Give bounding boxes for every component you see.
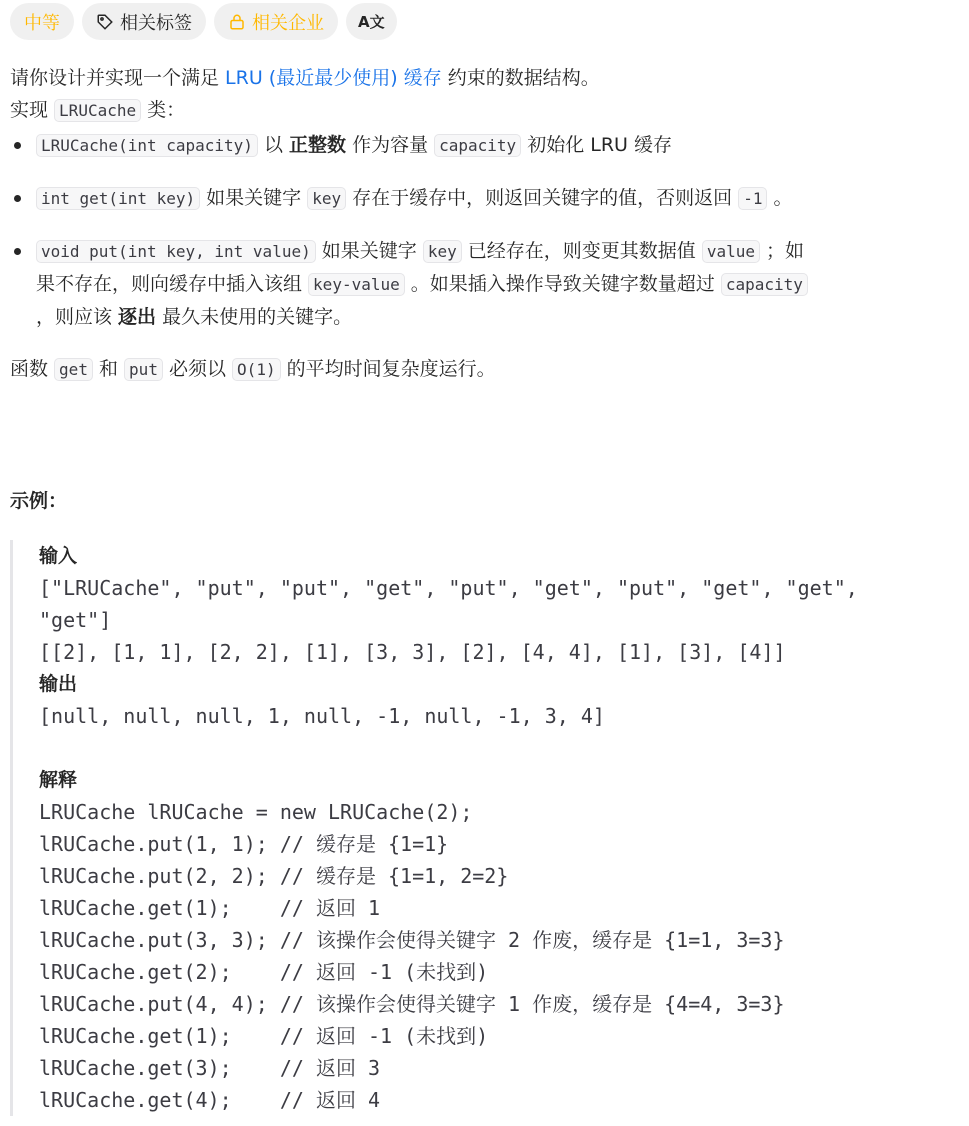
value-code: value bbox=[702, 240, 760, 263]
key-value-code: key-value bbox=[308, 273, 405, 296]
list-item bbox=[10, 129, 955, 162]
explain-line: lRUCache.get(2); // 返回 -1 (未找到) bbox=[39, 960, 489, 984]
text: 的平均时间复杂度运行。 bbox=[280, 358, 496, 380]
example-heading: 示例： bbox=[10, 490, 68, 512]
put-code: put bbox=[124, 358, 163, 381]
text: 。 bbox=[767, 187, 793, 209]
text: 必须以 bbox=[162, 358, 233, 380]
text: 初始化 LRU 缓存 bbox=[521, 134, 673, 156]
text: 函数 bbox=[10, 358, 55, 380]
lock-icon bbox=[228, 13, 246, 31]
method-list bbox=[10, 129, 955, 333]
lru-link[interactable]: LRU (最近最少使用) 缓存 bbox=[225, 67, 442, 89]
explain-line: lRUCache.get(1); // 返回 1 bbox=[39, 896, 381, 920]
spacer bbox=[39, 732, 960, 764]
text: ，则应该 bbox=[36, 306, 119, 328]
implement-text: 实现 bbox=[10, 99, 55, 121]
text: 最久未使用的关键字。 bbox=[156, 306, 353, 328]
tag-bar bbox=[10, 3, 397, 40]
key-code: key bbox=[423, 240, 462, 263]
text: 如果关键字 bbox=[200, 187, 308, 209]
text: 和 bbox=[92, 358, 125, 380]
text: 。如果插入操作导致关键字数量超过 bbox=[404, 273, 721, 295]
get-code: get bbox=[54, 358, 93, 381]
class-name-code: LRUCache bbox=[54, 99, 141, 122]
explain-line: lRUCache.get(4); // 返回 4 bbox=[39, 1088, 381, 1112]
example-block bbox=[10, 540, 960, 1116]
list-item bbox=[10, 235, 955, 333]
bold-text: 逐出 bbox=[118, 306, 157, 328]
input-line: ["LRUCache", "put", "put", "get", "put", "get", "put", "get", "get", bbox=[39, 576, 858, 600]
intro-text-end: 约束的数据结构。 bbox=[441, 67, 600, 89]
tag-icon bbox=[96, 13, 114, 31]
capacity-code: capacity bbox=[721, 273, 808, 296]
related-tags-button[interactable] bbox=[82, 3, 206, 40]
output-label: 输出 bbox=[39, 673, 78, 695]
explain-line: lRUCache.put(2, 2); // 缓存是 {1=1, 2=2} bbox=[39, 864, 509, 888]
capacity-code: capacity bbox=[434, 134, 521, 157]
problem-description bbox=[10, 62, 955, 386]
text: 果不存在，则向缓存中插入该组 bbox=[36, 273, 309, 295]
translate-button[interactable] bbox=[346, 3, 397, 40]
complexity-code: O(1) bbox=[232, 358, 281, 381]
difficulty-label: 中等 bbox=[24, 12, 60, 34]
input-label: 输入 bbox=[39, 545, 78, 567]
minus-one-code: -1 bbox=[738, 187, 767, 210]
constructor-code: LRUCache(int capacity) bbox=[36, 134, 258, 157]
output-line: [null, null, null, 1, null, -1, null, -1, 3, 4] bbox=[39, 704, 605, 728]
explain-line: lRUCache.put(3, 3); // 该操作会使得关键字 2 作废，缓存是 {1=1, 3=3} bbox=[39, 928, 785, 952]
related-companies-button[interactable] bbox=[214, 3, 338, 40]
explain-line: lRUCache.put(4, 4); // 该操作会使得关键字 1 作废，缓存是 {4=4, 3=3} bbox=[39, 992, 785, 1016]
bold-text: 正整数 bbox=[289, 134, 347, 156]
input-line: "get"] bbox=[39, 608, 112, 632]
list-item bbox=[10, 182, 955, 215]
intro-text: 请你设计并实现一个满足 bbox=[10, 67, 226, 89]
explain-label: 解释 bbox=[39, 769, 78, 791]
put-signature-code: void put(int key, int value) bbox=[36, 240, 316, 263]
translate-icon: A文 bbox=[358, 13, 385, 31]
get-signature-code: int get(int key) bbox=[36, 187, 200, 210]
text: 以 bbox=[257, 134, 290, 156]
input-line: [[2], [1, 1], [2, 2], [1], [3, 3], [2], [4, 4], [1], [3], [4]] bbox=[39, 640, 786, 664]
related-companies-label: 相关企业 bbox=[252, 12, 324, 34]
intro-line bbox=[10, 62, 955, 94]
implement-text-end: 类： bbox=[141, 99, 186, 121]
text: 已经存在，则变更其数据值 bbox=[461, 240, 702, 262]
text: 如果关键字 bbox=[315, 240, 423, 262]
explain-line: lRUCache.get(1); // 返回 -1 (未找到) bbox=[39, 1024, 489, 1048]
complexity-line bbox=[10, 353, 955, 386]
explain-line: lRUCache.put(1, 1); // 缓存是 {1=1} bbox=[39, 832, 449, 856]
related-tags-label: 相关标签 bbox=[120, 12, 192, 34]
explain-line: LRUCache lRUCache = new LRUCache(2); bbox=[39, 800, 473, 824]
difficulty-badge[interactable] bbox=[10, 3, 74, 40]
text: ；如 bbox=[759, 240, 805, 262]
explain-line: lRUCache.get(3); // 返回 3 bbox=[39, 1056, 381, 1080]
implement-line bbox=[10, 94, 955, 127]
key-code: key bbox=[307, 187, 346, 210]
text: 作为容量 bbox=[346, 134, 435, 156]
text: 存在于缓存中，则返回关键字的值，否则返回 bbox=[346, 187, 739, 209]
